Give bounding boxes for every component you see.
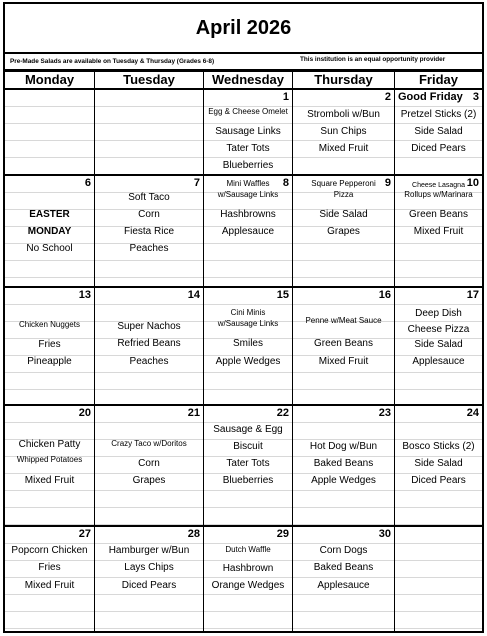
menu-item: Popcorn Chicken (11, 545, 88, 556)
header-wednesday: Wednesday (204, 72, 293, 90)
menu-item: Green Beans (314, 338, 373, 349)
title-bar (3, 2, 484, 54)
day-cell (293, 527, 395, 631)
menu-item: Apple Wedges (311, 475, 376, 486)
menu-item: Cheese Lasagna (412, 182, 465, 189)
menu-item: Hot Dog w/Bun (309, 441, 378, 452)
menu-item: Soft Taco (128, 192, 170, 203)
day-number: 1 (282, 91, 289, 103)
menu-item: Stromboli w/Bun (307, 109, 380, 120)
day-number: 14 (187, 289, 200, 301)
menu-item: Dutch Waffle (225, 545, 271, 554)
day-number: 13 (78, 289, 91, 301)
menu-item: Super Nachos (117, 321, 181, 332)
day-cell (5, 527, 95, 631)
menu-item: Sun Chips (320, 126, 367, 137)
menu-item: Corn (138, 209, 160, 220)
menu-item: Chicken Patty (18, 439, 81, 450)
menu-item: Corn (138, 458, 160, 469)
menu-item: Diced Pears (411, 143, 466, 154)
day-cell (293, 406, 395, 527)
menu-item: Applesauce (221, 226, 275, 237)
menu-item: Mixed Fruit (318, 356, 369, 367)
menu-item: Fries (38, 339, 61, 350)
day-number: 29 (276, 528, 289, 540)
menu-item: No School (26, 243, 73, 254)
day-cell (293, 90, 395, 176)
day-number: 28 (187, 528, 200, 540)
day-cell (204, 288, 293, 406)
day-number: 22 (276, 407, 289, 419)
header-monday: Monday (5, 72, 95, 90)
menu-item: Mixed Fruit (318, 143, 369, 154)
day-cell (204, 90, 293, 176)
day-number: 15 (276, 289, 289, 301)
day-cell (395, 176, 482, 288)
day-cell (95, 90, 204, 176)
menu-item: Pizza (333, 190, 354, 199)
menu-item: Biscuit (233, 441, 263, 452)
header-friday: Friday (395, 72, 482, 90)
menu-item: Blueberries (222, 160, 274, 171)
menu-item: Deep Dish (415, 308, 462, 319)
day-cell (204, 406, 293, 527)
menu-calendar (3, 2, 484, 633)
menu-item: Fiesta Rice (123, 226, 174, 237)
day-cell (395, 90, 482, 176)
day-number: 30 (378, 528, 391, 540)
equal-opportunity-note: This institution is an equal opportunity provider (300, 56, 446, 63)
menu-item: Pineapple (27, 356, 72, 367)
menu-item: Mini Waffles (226, 179, 270, 188)
menu-item: Crazy Taco w/Doritos (111, 439, 187, 448)
menu-item: w/Sausage Links (217, 190, 279, 199)
menu-item: Grapes (132, 475, 166, 486)
day-cell (204, 527, 293, 631)
day-number: 24 (466, 407, 479, 419)
menu-item: Applesauce (412, 356, 465, 367)
menu-item: Peaches (129, 243, 169, 254)
menu-item: Penne w/Meat Sauce (305, 316, 382, 325)
calendar-title: April 2026 (195, 17, 292, 39)
day-number: 21 (187, 407, 200, 419)
menu-item: Blueberries (222, 475, 274, 486)
menu-item: Rollups w/Marinara (404, 190, 473, 199)
menu-item: Fries (38, 562, 61, 573)
menu-item: Bosco Sticks (2) (402, 441, 475, 452)
day-cell (204, 176, 293, 288)
menu-item: Tater Tots (226, 458, 270, 469)
header-thursday: Thursday (293, 72, 395, 90)
menu-item: Square Pepperoni (311, 179, 376, 188)
day-cell (5, 288, 95, 406)
menu-item: Applesauce (317, 580, 370, 591)
header-tuesday: Tuesday (95, 72, 204, 90)
menu-item: Cini Minis (230, 308, 266, 317)
menu-item: Baked Beans (313, 458, 374, 469)
menu-item: EASTER (29, 209, 70, 220)
day-number: 27 (78, 528, 91, 540)
day-cell (95, 288, 204, 406)
day-number: 2 (384, 91, 391, 103)
menu-item: Egg & Cheese Omelet (208, 107, 288, 116)
menu-item: Diced Pears (411, 475, 466, 486)
day-cell (5, 90, 95, 176)
menu-item: Green Beans (409, 209, 468, 220)
day-cell (395, 288, 482, 406)
menu-item: Hamburger w/Bun (108, 545, 190, 556)
menu-item: Mixed Fruit (24, 580, 75, 591)
day-number: 7 (193, 177, 200, 189)
salad-note: Pre-Made Salads are available on Tuesday & Thursday (Grades 6-8) (10, 58, 215, 65)
menu-item: Diced Pears (121, 580, 177, 591)
menu-item: Smiles (232, 338, 263, 349)
day-cell (293, 176, 395, 288)
menu-item: Hashbrowns (220, 209, 276, 220)
menu-item: Cheese Pizza (407, 324, 470, 335)
day-number: 6 (84, 177, 91, 189)
menu-item: Grapes (327, 226, 360, 237)
day-number: 16 (378, 289, 391, 301)
menu-item: Tater Tots (226, 143, 270, 154)
day-number: 10 (466, 177, 479, 189)
day-cell (95, 527, 204, 631)
menu-item: w/Sausage Links (217, 319, 279, 328)
menu-item: Mixed Fruit (413, 226, 464, 237)
day-cell (5, 176, 95, 288)
menu-item: Orange Wedges (211, 580, 285, 591)
menu-item: Sausage & Egg (213, 424, 283, 435)
menu-item: Baked Beans (313, 562, 374, 573)
day-number: 17 (466, 289, 479, 301)
day-number: 3 (472, 91, 479, 103)
day-cell (395, 406, 482, 527)
day-number: 9 (384, 177, 391, 189)
holiday-label: Good Friday (398, 91, 463, 103)
menu-item: Hashbrown (222, 563, 274, 574)
menu-item: Sausage Links (215, 126, 281, 137)
day-cell (95, 406, 204, 527)
day-cell (5, 406, 95, 527)
day-number: 23 (378, 407, 391, 419)
menu-item: Side Salad (414, 458, 463, 469)
day-number: 20 (78, 407, 91, 419)
menu-item: Whipped Potatoes (16, 455, 83, 464)
menu-item: Peaches (129, 356, 169, 367)
menu-item: Side Salad (414, 339, 463, 350)
day-cell (293, 288, 395, 406)
menu-item: Side Salad (319, 209, 368, 220)
menu-item: Side Salad (414, 126, 463, 137)
menu-item: Apple Wedges (215, 356, 281, 367)
menu-item: Mixed Fruit (24, 475, 75, 486)
menu-item: Corn Dogs (319, 545, 368, 556)
menu-item: Chicken Nuggets (19, 320, 80, 329)
day-number: 8 (282, 177, 289, 189)
menu-item: Refried Beans (117, 338, 181, 349)
menu-item: Lays Chips (124, 562, 174, 573)
day-cell (395, 527, 482, 631)
menu-item: MONDAY (27, 226, 72, 237)
menu-item: Pretzel Sticks (2) (400, 109, 477, 120)
notes-row (3, 54, 484, 70)
calendar-grid (3, 70, 484, 633)
day-cell (95, 176, 204, 288)
